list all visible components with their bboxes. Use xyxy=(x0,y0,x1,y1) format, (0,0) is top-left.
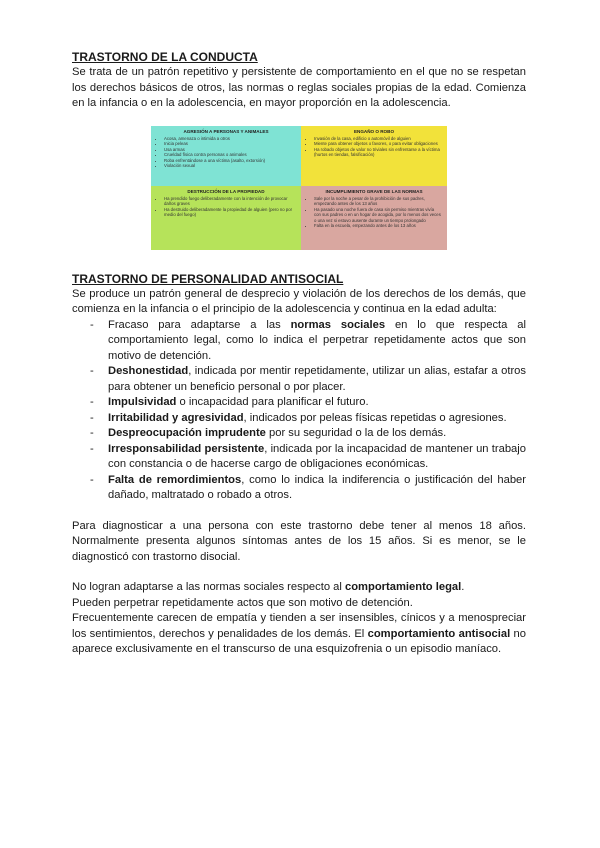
dash-marker: - xyxy=(90,396,94,408)
list-item: • Falta en la escuela, empezando antes de los 13 años xyxy=(314,223,441,229)
list-item: • Invasión de la casa, edificio o automóvil de alguien xyxy=(314,136,441,142)
section-heading-conducta: TRASTORNO DE LA CONDUCTA xyxy=(72,50,258,64)
line-bold: comportamiento antisocial xyxy=(367,627,511,640)
age-paragraph: Para diagnosticar a una persona con este trastorno debe tener al menos 18 años. Normalmente presenta algunos síntomas antes de los 15 años. Si es menor, se le diagnosticó con trastorno disocial. xyxy=(72,519,526,563)
section-paragraph-antisocial: Se produce un patrón general de desprecio y violación de los derechos de los demás, que comienza en la infancia o el principio de la adolescencia y continua en la edad adulta: xyxy=(72,287,526,315)
item-bold: Irresponsabilidad persistente xyxy=(108,442,265,455)
line-text: no aparece exclusivamente en el transcurso de una esquizofrenia o un episodio maníaco. xyxy=(72,627,526,655)
dash-marker: - xyxy=(90,473,94,486)
quadrant-list xyxy=(157,136,295,170)
line-text: Frecuentemente carecen de empatía y tienden a ser insensibles, cínicos y a menospreciar los sentimientos, derechos y penalidades de los demás. El xyxy=(72,612,526,640)
quadrant-title: DESTRUCCIÓN DE LA PROPIEDAD xyxy=(187,188,265,194)
list-item xyxy=(72,473,526,504)
list-item xyxy=(72,364,526,395)
item-bold: Despreocupación imprudente xyxy=(108,427,266,439)
document-page xyxy=(72,50,526,658)
item-text: , indicados por peleas físicas repetidas o agresiones. xyxy=(243,411,507,424)
list-item: • Inicia peleas xyxy=(164,141,295,147)
dash-marker: - xyxy=(90,442,94,455)
item-bold: normas sociales xyxy=(290,318,386,331)
item-bold: Falta de remordimientos xyxy=(108,473,242,486)
quadrant-title: INCUMPLIMIENTO GRAVE DE LAS NORMAS xyxy=(325,188,423,194)
dash-marker: - xyxy=(90,318,94,331)
line-text: No logran adaptarse a las normas sociales respecto al xyxy=(72,581,345,593)
conduct-criteria-figure xyxy=(151,126,447,250)
list-item: • Violación sexual xyxy=(164,163,295,169)
list-item xyxy=(72,395,526,411)
list-item: • Ha robado objetos de valor no triviales sin enfrentarse a la víctima (hurtos en tiendas, falsificación) xyxy=(314,147,441,158)
list-item: • Crueldad física contra personas o animales xyxy=(164,152,295,158)
section-heading-antisocial: TRASTORNO DE PERSONALIDAD ANTISOCIAL xyxy=(72,271,344,286)
item-text: , indicada por la incapacidad de mantener un trabajo con constancia o de hacerse cargo de obligaciones económicas. xyxy=(108,442,526,470)
dash-marker: - xyxy=(90,411,94,424)
list-item: • Sale por la noche a pesar de la prohibición de sus padres, empezando antes de los 13 años xyxy=(314,196,441,207)
list-item: • Miente para obtener objetos o favores, o para evitar obligaciones xyxy=(314,141,441,147)
item-bold: Irritabilidad y agresividad xyxy=(108,411,244,424)
section-paragraph-conducta: Se trata de un patrón repetitivo y persistente de comportamiento en el que no se respetan los derechos básicos de otros, las normas o reglas sociales propias de la edad. Comienza en la infancia o en la adolescencia, en mayor proporción en la adolescencia. xyxy=(72,66,526,109)
quadrant-destruccion xyxy=(151,186,301,250)
list-item xyxy=(72,411,526,427)
summary-line-1 xyxy=(72,580,526,596)
line-text: . xyxy=(461,581,465,593)
quadrant-agresion xyxy=(151,126,301,186)
item-bold: Deshonestidad xyxy=(108,365,189,377)
quadrant-list xyxy=(157,196,295,218)
list-item xyxy=(72,318,526,365)
list-item: • Acosa, amenaza o intimida a otros xyxy=(164,136,295,142)
section-antisocial xyxy=(72,272,526,658)
list-item: • Ha pasado una noche fuera de casa sin permiso mientras vivía con sus padres o en un hogar de acogida, por lo menos dos veces o una vez si estuvo ausente durante un tiempo prolongado xyxy=(314,207,441,224)
list-item: • Ha destruido deliberadamente la propiedad de alguien (pero no por medio del fuego) xyxy=(164,207,295,218)
quadrant-incumplimiento xyxy=(301,186,447,250)
quadrant-title: ENGAÑO O ROBO xyxy=(353,128,395,134)
list-item xyxy=(72,426,526,442)
quadrant-engano xyxy=(301,126,447,186)
quadrant-list xyxy=(307,136,441,158)
item-text: Fracaso para adaptarse a las xyxy=(108,318,291,331)
item-text: en lo que respecta al comportamiento legal, como lo indica el perpetrar repetidamente actos que son motivo de detención. xyxy=(108,318,526,362)
dash-marker: - xyxy=(90,427,94,439)
item-text: , como lo indica la indiferencia o justificación del haber dañado, maltratado o robado a otros. xyxy=(108,473,526,501)
quadrant-title: AGRESIÓN A PERSONAS Y ANIMALES xyxy=(183,128,269,134)
list-item: • Ha prendido fuego deliberadamente con la intención de provocar daños graves xyxy=(164,196,295,207)
item-text: por su seguridad o la de los demás. xyxy=(265,427,447,439)
item-text: o incapacidad para planificar el futuro. xyxy=(176,396,369,408)
list-item: • Roba enfrentándose a una víctima (asalto, extorsión) xyxy=(164,158,295,164)
summary-line-2: Pueden perpetrar repetidamente actos que son motivo de detención. xyxy=(72,596,413,609)
dash-marker: - xyxy=(90,365,94,377)
item-bold: Impulsividad xyxy=(108,396,177,408)
quadrant-list xyxy=(307,196,441,230)
list-item xyxy=(72,442,526,473)
list-item: • Usa armas xyxy=(164,147,295,153)
summary-line-3 xyxy=(72,611,526,658)
criteria-list xyxy=(72,318,526,504)
item-text: , indicada por mentir repetidamente, utilizar un alias, estafar a otros para obtener un beneficio personal o por placer. xyxy=(108,365,526,393)
line-bold: comportamiento legal xyxy=(345,581,462,593)
